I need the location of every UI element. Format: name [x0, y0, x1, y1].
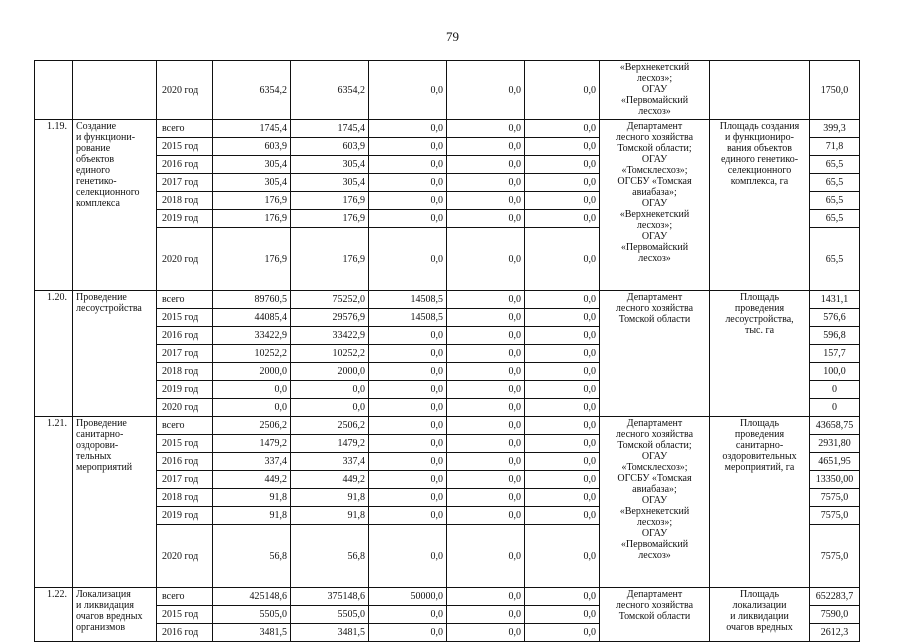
value-cell: 0,0 — [525, 61, 600, 120]
value-cell: 0,0 — [369, 381, 447, 399]
value-cell: 0,0 — [447, 606, 525, 624]
table-row — [35, 588, 860, 606]
value-cell: 0,0 — [291, 381, 369, 399]
value-cell: 0,0 — [525, 228, 600, 291]
value-cell: 5505,0 — [213, 606, 291, 624]
value-cell: 56,8 — [291, 525, 369, 588]
value-cell: 176,9 — [291, 228, 369, 291]
value-cell: 0,0 — [447, 228, 525, 291]
value-cell: 0,0 — [525, 156, 600, 174]
row-name-cell — [73, 61, 157, 120]
value-cell: 0,0 — [525, 174, 600, 192]
year-cell: 2020 год — [157, 399, 213, 417]
value-cell: 0,0 — [525, 327, 600, 345]
value-cell: 0,0 — [447, 138, 525, 156]
table-body — [35, 61, 860, 642]
value-cell: 0,0 — [525, 435, 600, 453]
row-index-cell: 1.19. — [35, 120, 73, 291]
value-cell: 0,0 — [447, 345, 525, 363]
value-cell: 449,2 — [213, 471, 291, 489]
table-row — [35, 61, 860, 120]
value-cell: 0,0 — [525, 471, 600, 489]
row-name-cell: Создание и функциони- рование объектов единого генетико- селекционного комплекса — [73, 120, 157, 291]
value-cell: 0,0 — [525, 291, 600, 309]
indicator-value-cell: 65,5 — [810, 210, 860, 228]
row-name-cell: Локализация и ликвидация очагов вредных организмов — [73, 588, 157, 642]
indicator-value-cell: 65,5 — [810, 192, 860, 210]
value-cell: 0,0 — [369, 435, 447, 453]
value-cell: 176,9 — [213, 228, 291, 291]
indicator-value-cell: 596,8 — [810, 327, 860, 345]
year-cell: 2015 год — [157, 138, 213, 156]
value-cell: 0,0 — [213, 399, 291, 417]
indicator-value-cell: 2931,80 — [810, 435, 860, 453]
value-cell: 0,0 — [369, 606, 447, 624]
value-cell: 305,4 — [213, 156, 291, 174]
page-number: 79 — [446, 29, 459, 44]
value-cell: 337,4 — [291, 453, 369, 471]
value-cell: 305,4 — [291, 156, 369, 174]
value-cell: 91,8 — [213, 489, 291, 507]
value-cell: 0,0 — [447, 120, 525, 138]
value-cell: 0,0 — [447, 525, 525, 588]
value-cell: 0,0 — [447, 291, 525, 309]
value-cell: 2506,2 — [291, 417, 369, 435]
indicator-value-cell: 0 — [810, 381, 860, 399]
year-cell: 2015 год — [157, 435, 213, 453]
value-cell: 10252,2 — [291, 345, 369, 363]
indicator-value-cell: 157,7 — [810, 345, 860, 363]
indicator-cell: Площадь локализации и ликвидации очагов вредных — [710, 588, 810, 642]
value-cell: 0,0 — [447, 61, 525, 120]
value-cell: 0,0 — [447, 192, 525, 210]
value-cell: 91,8 — [213, 507, 291, 525]
value-cell: 0,0 — [525, 453, 600, 471]
value-cell: 44085,4 — [213, 309, 291, 327]
value-cell: 0,0 — [525, 588, 600, 606]
value-cell: 0,0 — [369, 156, 447, 174]
row-index-cell — [35, 61, 73, 120]
value-cell: 0,0 — [525, 138, 600, 156]
value-cell: 33422,9 — [291, 327, 369, 345]
value-cell: 0,0 — [447, 588, 525, 606]
value-cell: 0,0 — [369, 61, 447, 120]
value-cell: 10252,2 — [213, 345, 291, 363]
value-cell: 0,0 — [369, 399, 447, 417]
indicator-value-cell: 7575,0 — [810, 507, 860, 525]
year-cell: всего — [157, 417, 213, 435]
indicator-cell: Площадь создания и функциониро- вания объектов единого генетико- селекционного комплекса, га — [710, 120, 810, 291]
year-cell: 2016 год — [157, 156, 213, 174]
year-cell: всего — [157, 291, 213, 309]
value-cell: 0,0 — [447, 399, 525, 417]
executor-cell: Департамент лесного хозяйства Томской области; ОГАУ «Томсклесхоз»; ОГСБУ «Томская авиабаза»; ОГАУ «Верхнекетский лесхоз»; ОГАУ «Первомайский лесхоз» — [600, 417, 710, 588]
value-cell: 0,0 — [213, 381, 291, 399]
value-cell: 0,0 — [525, 417, 600, 435]
value-cell: 425148,6 — [213, 588, 291, 606]
indicator-cell: Площадь проведения санитарно- оздоровительных мероприятий, га — [710, 417, 810, 588]
value-cell: 176,9 — [291, 192, 369, 210]
value-cell: 1745,4 — [291, 120, 369, 138]
value-cell: 0,0 — [525, 525, 600, 588]
value-cell: 0,0 — [525, 210, 600, 228]
value-cell: 0,0 — [447, 381, 525, 399]
indicator-value-cell: 576,6 — [810, 309, 860, 327]
indicator-value-cell: 65,5 — [810, 156, 860, 174]
indicator-cell: Площадь проведения лесоустройства, тыс. га — [710, 291, 810, 417]
year-cell: 2018 год — [157, 363, 213, 381]
value-cell: 0,0 — [525, 120, 600, 138]
value-cell: 50000,0 — [369, 588, 447, 606]
indicator-value-cell: 652283,7 — [810, 588, 860, 606]
value-cell: 6354,2 — [213, 61, 291, 120]
value-cell: 337,4 — [213, 453, 291, 471]
row-name-cell: Проведение лесоустройства — [73, 291, 157, 417]
value-cell: 0,0 — [369, 471, 447, 489]
year-cell: 2016 год — [157, 327, 213, 345]
indicator-value-cell: 2612,3 — [810, 624, 860, 642]
value-cell: 0,0 — [447, 156, 525, 174]
value-cell: 3481,5 — [291, 624, 369, 642]
table-row — [35, 291, 860, 309]
value-cell: 176,9 — [291, 210, 369, 228]
value-cell: 5505,0 — [291, 606, 369, 624]
value-cell: 75252,0 — [291, 291, 369, 309]
value-cell: 0,0 — [369, 507, 447, 525]
year-cell: 2015 год — [157, 309, 213, 327]
row-name-cell: Проведение санитарно- оздорови- тельных мероприятий — [73, 417, 157, 588]
indicator-value-cell: 65,5 — [810, 174, 860, 192]
indicator-cell — [710, 61, 810, 120]
executor-cell: «Верхнекетский лесхоз»; ОГАУ «Первомайский лесхоз» — [600, 61, 710, 120]
value-cell: 14508,5 — [369, 291, 447, 309]
value-cell: 0,0 — [369, 192, 447, 210]
indicator-value-cell: 13350,00 — [810, 471, 860, 489]
value-cell: 0,0 — [447, 507, 525, 525]
value-cell: 0,0 — [369, 525, 447, 588]
year-cell: 2019 год — [157, 381, 213, 399]
table-row — [35, 120, 860, 138]
value-cell: 2000,0 — [291, 363, 369, 381]
year-cell: всего — [157, 120, 213, 138]
value-cell: 0,0 — [369, 327, 447, 345]
table-row — [35, 417, 860, 435]
value-cell: 6354,2 — [291, 61, 369, 120]
budget-table — [34, 60, 860, 642]
year-cell: 2020 год — [157, 228, 213, 291]
value-cell: 0,0 — [369, 228, 447, 291]
value-cell: 0,0 — [369, 174, 447, 192]
value-cell: 0,0 — [369, 120, 447, 138]
value-cell: 0,0 — [447, 210, 525, 228]
value-cell: 176,9 — [213, 192, 291, 210]
value-cell: 0,0 — [369, 489, 447, 507]
value-cell: 449,2 — [291, 471, 369, 489]
year-cell: 2019 год — [157, 210, 213, 228]
value-cell: 0,0 — [525, 489, 600, 507]
value-cell: 0,0 — [525, 507, 600, 525]
executor-cell: Департамент лесного хозяйства Томской области — [600, 291, 710, 417]
value-cell: 0,0 — [447, 174, 525, 192]
value-cell: 0,0 — [525, 192, 600, 210]
value-cell: 375148,6 — [291, 588, 369, 606]
value-cell: 0,0 — [525, 606, 600, 624]
value-cell: 0,0 — [369, 624, 447, 642]
value-cell: 176,9 — [213, 210, 291, 228]
indicator-value-cell: 71,8 — [810, 138, 860, 156]
indicator-value-cell: 7590,0 — [810, 606, 860, 624]
value-cell: 89760,5 — [213, 291, 291, 309]
value-cell: 603,9 — [213, 138, 291, 156]
value-cell: 2000,0 — [213, 363, 291, 381]
year-cell: 2020 год — [157, 525, 213, 588]
value-cell: 305,4 — [291, 174, 369, 192]
indicator-value-cell: 0 — [810, 399, 860, 417]
value-cell: 29576,9 — [291, 309, 369, 327]
value-cell: 0,0 — [369, 345, 447, 363]
value-cell: 603,9 — [291, 138, 369, 156]
value-cell: 0,0 — [447, 471, 525, 489]
year-cell: 2015 год — [157, 606, 213, 624]
value-cell: 0,0 — [447, 309, 525, 327]
indicator-value-cell: 7575,0 — [810, 489, 860, 507]
value-cell: 91,8 — [291, 507, 369, 525]
indicator-value-cell: 1431,1 — [810, 291, 860, 309]
value-cell: 0,0 — [369, 417, 447, 435]
indicator-value-cell: 399,3 — [810, 120, 860, 138]
row-index-cell: 1.22. — [35, 588, 73, 642]
value-cell: 14508,5 — [369, 309, 447, 327]
value-cell: 0,0 — [369, 453, 447, 471]
indicator-value-cell: 4651,95 — [810, 453, 860, 471]
value-cell: 0,0 — [447, 453, 525, 471]
indicator-value-cell: 7575,0 — [810, 525, 860, 588]
year-cell: всего — [157, 588, 213, 606]
year-cell: 2019 год — [157, 507, 213, 525]
value-cell: 0,0 — [525, 309, 600, 327]
value-cell: 0,0 — [369, 363, 447, 381]
value-cell: 0,0 — [525, 399, 600, 417]
row-index-cell: 1.20. — [35, 291, 73, 417]
indicator-value-cell: 65,5 — [810, 228, 860, 291]
value-cell: 0,0 — [369, 138, 447, 156]
year-cell: 2017 год — [157, 471, 213, 489]
value-cell: 0,0 — [447, 363, 525, 381]
executor-cell: Департамент лесного хозяйства Томской области — [600, 588, 710, 642]
value-cell: 33422,9 — [213, 327, 291, 345]
value-cell: 91,8 — [291, 489, 369, 507]
indicator-value-cell: 1750,0 — [810, 61, 860, 120]
value-cell: 0,0 — [525, 345, 600, 363]
executor-cell: Департамент лесного хозяйства Томской области; ОГАУ «Томсклесхоз»; ОГСБУ «Томская авиабаза»; ОГАУ «Верхнекетский лесхоз»; ОГАУ «Первомайский лесхоз» — [600, 120, 710, 291]
value-cell: 0,0 — [291, 399, 369, 417]
value-cell: 305,4 — [213, 174, 291, 192]
year-cell: 2016 год — [157, 453, 213, 471]
value-cell: 0,0 — [447, 417, 525, 435]
value-cell: 0,0 — [525, 363, 600, 381]
value-cell: 0,0 — [447, 327, 525, 345]
year-cell: 2018 год — [157, 192, 213, 210]
year-cell: 2017 год — [157, 174, 213, 192]
value-cell: 2506,2 — [213, 417, 291, 435]
value-cell: 0,0 — [447, 435, 525, 453]
year-cell: 2020 год — [157, 61, 213, 120]
row-index-cell: 1.21. — [35, 417, 73, 588]
value-cell: 0,0 — [525, 381, 600, 399]
value-cell: 1479,2 — [291, 435, 369, 453]
value-cell: 56,8 — [213, 525, 291, 588]
year-cell: 2017 год — [157, 345, 213, 363]
value-cell: 3481,5 — [213, 624, 291, 642]
value-cell: 0,0 — [525, 624, 600, 642]
indicator-value-cell: 43658,75 — [810, 417, 860, 435]
value-cell: 0,0 — [447, 489, 525, 507]
value-cell: 1479,2 — [213, 435, 291, 453]
year-cell: 2018 год — [157, 489, 213, 507]
value-cell: 1745,4 — [213, 120, 291, 138]
year-cell: 2016 год — [157, 624, 213, 642]
value-cell: 0,0 — [369, 210, 447, 228]
indicator-value-cell: 100,0 — [810, 363, 860, 381]
value-cell: 0,0 — [447, 624, 525, 642]
